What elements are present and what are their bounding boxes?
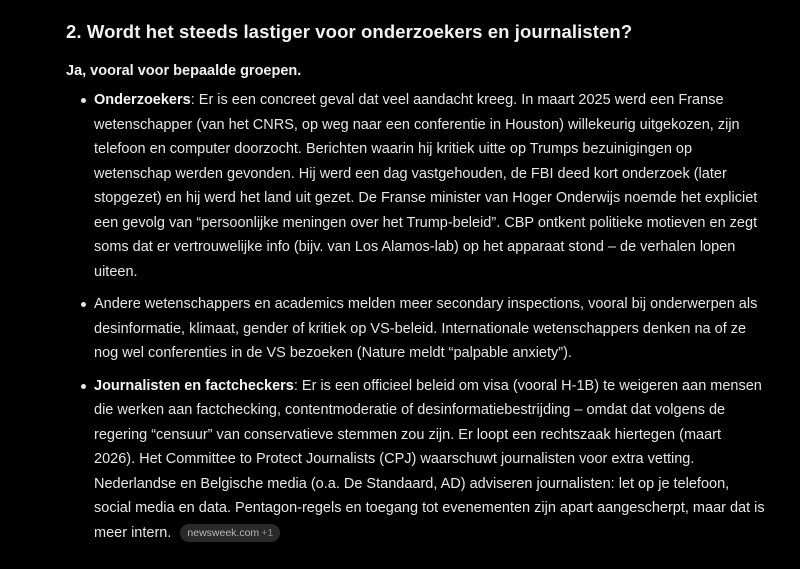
bullet-text: : Er is een officieel beleid om visa (vooral H-1B) te weigeren aan mensen die werken aan factchecking, contentmoderatie of desinformatiebestrijding – omdat dat volgens de regering “censuur” van conservatieve stemmen zou zijn. Er loopt een rechtszaak hiertegen (maart 2026). Het Committee to Protect Journalists (CPJ) waarschuwt journalisten voor extra vetting. Nederlandse en Belgische media (o.a. De Standaard, AD) adviseren journalisten: let op je telefoon, social media en data. Pentagon-regels en toegang tot evenementen zijn apart aangescherpt, maar dat is meer intern. — [94, 377, 765, 541]
bullet-lead: Journalisten en factcheckers — [94, 377, 294, 394]
source-citation-chip[interactable] — [180, 524, 280, 542]
bullet-item-onderzoekers — [66, 88, 766, 284]
intro-text: Ja, vooral voor bepaalde groepen. — [66, 63, 302, 79]
bullet-item-journalisten — [66, 374, 766, 546]
section-heading: 2. Wordt het steeds lastiger voor onderzoekers en journalisten? — [66, 21, 633, 42]
bullet-list — [66, 88, 766, 545]
bullet-item-andere-wetenschappers — [66, 292, 766, 366]
bullet-dot-icon — [81, 302, 86, 307]
source-chip-count: +1 — [261, 526, 274, 539]
bullet-dot-icon — [81, 384, 86, 389]
bullet-lead: Onderzoekers — [94, 92, 191, 108]
bullet-dot-icon — [81, 98, 86, 103]
answer-section — [66, 18, 766, 553]
bullet-text: : Er is een concreet geval dat veel aandacht kreeg. In maart 2025 werd een Franse wetenschapper (van het CNRS, op weg naar een conferentie in Houston) willekeurig uitgekozen, zijn telefoon en computer doorzocht. Berichten waarin hij kritiek uitte op Trumps bezuinigingen op wetenschap werden gevonden. Hij werd een dag vastgehouden, de FBI deed kort onderzoek (later stopgezet) en hij werd het land uit gezet. De Franse minister van Hoger Onderwijs noemde het expliciet een gevolg van “persoonlijke meningen over het Trump-beleid”. CBP ontkent politieke motieven en zegt soms dat er vertrouwelijke info (bijv. van Los Alamos-lab) op het apparaat stond – de verhalen lopen uiteen. — [94, 92, 758, 280]
source-chip-label: newsweek.com — [187, 526, 260, 539]
bullet-text: Andere wetenschappers en academics melden meer secondary inspections, vooral bij onderwerpen als desinformatie, klimaat, gender of kritiek op VS-beleid. Internationale wetenschappers denken na of ze nog wel conferenties in de VS bezoeken (Nature meldt “palpable anxiety”). — [94, 296, 758, 361]
